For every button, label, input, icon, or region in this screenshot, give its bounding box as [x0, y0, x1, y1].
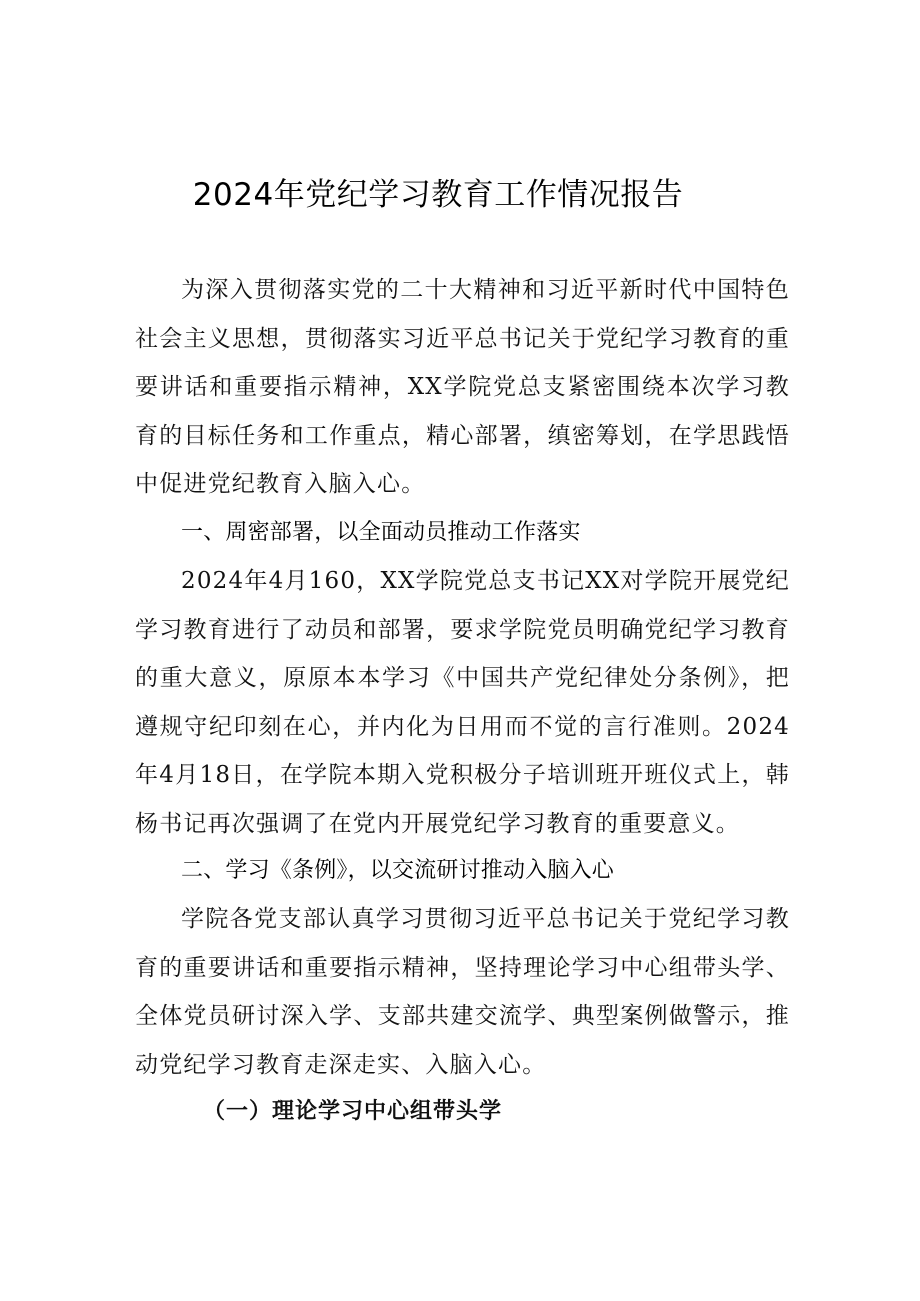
- document-title: 2024年党纪学习教育工作情况报告: [192, 177, 684, 213]
- section-1-paragraph: 2024年4月160，XX学院党总支书记XX对学院开展党纪学习教育进行了动员和部署，要求学院党员明确党纪学习教育的重大意义，原原本本学习《中国共产党纪律处分条例》，把遵规守纪印刻在心，并内化为日用而不觉的言行准则。2024年4月18日，在学院本期入党积极分子培训班开班仪式上，韩杨书记再次强调了在党内开展党纪学习教育的重要意义。: [135, 568, 790, 837]
- subsection-heading-1: （一）理论学习中心组带头学: [203, 1098, 503, 1124]
- section-2-paragraph: 学院各党支部认真学习贯彻习近平总书记关于党纪学习教育的重要讲话和重要指示精神，坚持理论学习中心组带头学、全体党员研讨深入学、支部共建交流学、典型案例做警示，推动党纪学习教育走深走实、入脑入心。: [135, 906, 790, 1078]
- section-heading-2: 二、学习《条例》，以交流研讨推动入脑入心: [181, 858, 615, 883]
- intro-paragraph: 为深入贯彻落实党的二十大精神和习近平新时代中国特色社会主义思想，贯彻落实习近平总书记关于党纪学习教育的重要讲话和重要指示精神，XX学院党总支紧密围绕本次学习教育的目标任务和工作重点，精心部署，缜密筹划，在学思践悟中促进党纪教育入脑入心。: [135, 277, 790, 497]
- section-heading-1: 一、周密部署，以全面动员推动工作落实: [181, 520, 581, 545]
